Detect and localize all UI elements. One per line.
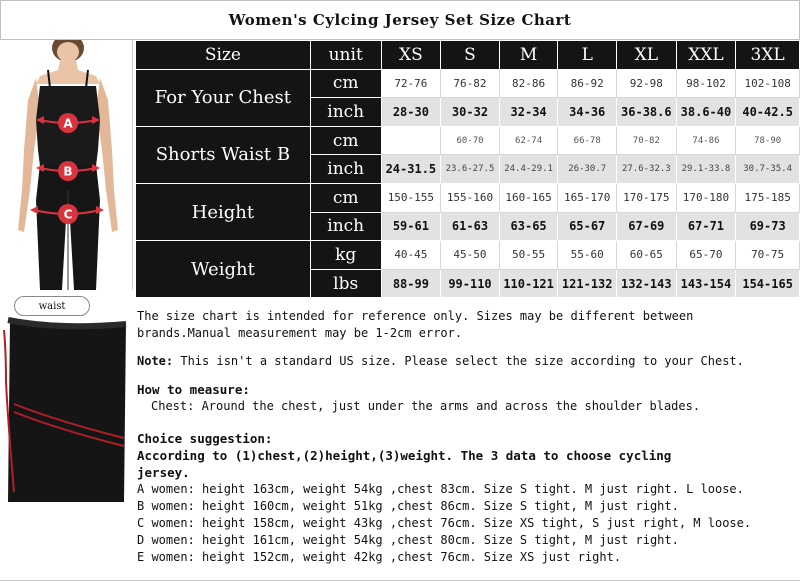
table-cell: 30-32 (441, 98, 500, 127)
weight-label: Weight (136, 241, 311, 298)
choice-suggestion-heading: Choice suggestion: (137, 431, 273, 446)
shorts-waist-label: Shorts Waist B (136, 126, 311, 183)
unit-lbs: lbs (310, 269, 381, 298)
table-cell: 110-121 (499, 269, 558, 298)
table-cell: 50-55 (499, 241, 558, 270)
marker-b: B (63, 164, 73, 179)
table-cell: 65-67 (558, 212, 617, 241)
table-cell: 34-36 (558, 98, 617, 127)
table-cell: 165-170 (558, 183, 617, 212)
table-cell: 132-143 (617, 269, 677, 298)
unit-inch: inch (310, 212, 381, 241)
table-cell: 67-71 (676, 212, 736, 241)
table-cell: 36-38.6 (617, 98, 677, 127)
table-cell: 88-99 (381, 269, 441, 298)
body-figure (0, 40, 133, 290)
table-header-row (136, 41, 800, 70)
how-to-measure-text: Chest: Around the chest, just under the arms and across the shoulder blades. (151, 399, 701, 413)
note-label: Note: (137, 354, 174, 368)
body-silhouette-image (0, 40, 133, 290)
table-cell: 160-165 (499, 183, 558, 212)
table-cell: 63-65 (499, 212, 558, 241)
table-cell: 102-108 (736, 69, 800, 98)
disclaimer-line-2: brands.Manual measurement may be 1-2cm error. (137, 326, 463, 340)
disclaimer-line-1: The size chart is intended for reference only. Sizes may be different between (137, 309, 694, 323)
table-row (136, 126, 800, 155)
unit-cm: cm (310, 69, 381, 98)
table-cell: 24-31.5 (381, 155, 441, 184)
size-col-3xl: 3XL (736, 41, 800, 70)
according-line-2: jersey. (137, 465, 190, 480)
table-cell: 69-73 (736, 212, 800, 241)
table-cell: 66-78 (558, 126, 617, 155)
table-cell: 55-60 (558, 241, 617, 270)
table-cell: 27.6-32.3 (617, 155, 677, 184)
table-cell: 86-92 (558, 69, 617, 98)
table-cell: 72-76 (381, 69, 441, 98)
note-text: This isn't a standard US size. Please select the size according to your Chest. (173, 354, 744, 368)
table-cell: 40-42.5 (736, 98, 800, 127)
table-cell: 38.6-40 (676, 98, 736, 127)
example-c: C women: height 158cm, weight 43kg ,chest 76cm. Size XS tight, S just right, M loose. (137, 516, 752, 530)
table-cell: 70-82 (617, 126, 677, 155)
size-col-m: M (499, 41, 558, 70)
table-cell: 65-70 (676, 241, 736, 270)
table-cell: 62-74 (499, 126, 558, 155)
table-cell: 60-70 (441, 126, 500, 155)
bottom-divider (0, 580, 800, 581)
table-cell: 30.7-35.4 (736, 155, 800, 184)
size-col-s: S (441, 41, 500, 70)
table-cell: 76-82 (441, 69, 500, 98)
table-cell: 70-75 (736, 241, 800, 270)
size-col-xs: XS (381, 41, 441, 70)
example-b: B women: height 160cm, weight 51kg ,chest 86cm. Size S tight, M just right. (137, 499, 679, 513)
chest-label: For Your Chest (136, 69, 311, 126)
shorts-image (0, 292, 133, 502)
table-cell: 26-30.7 (558, 155, 617, 184)
size-header: Size (136, 41, 311, 70)
table-cell: 60-65 (617, 241, 677, 270)
note-line (137, 353, 797, 370)
unit-kg: kg (310, 241, 381, 270)
table-cell: 98-102 (676, 69, 736, 98)
table-cell: 23.6-27.5 (441, 155, 500, 184)
table-cell: 143-154 (676, 269, 736, 298)
marker-c: C (63, 207, 73, 222)
table-cell: 170-180 (676, 183, 736, 212)
table-cell: 24.4-29.1 (499, 155, 558, 184)
table-cell: 67-69 (617, 212, 677, 241)
how-to-measure-heading: How to measure: (137, 382, 250, 397)
size-col-xxl: XXL (676, 41, 736, 70)
shorts-figure (0, 292, 133, 502)
size-table (135, 40, 800, 298)
table-cell: 29.1-33.8 (676, 155, 736, 184)
table-cell: 170-175 (617, 183, 677, 212)
table-cell (381, 126, 441, 155)
chart-title: Women's Cylcing Jersey Set Size Chart (0, 0, 800, 40)
size-col-l: L (558, 41, 617, 70)
table-cell: 175-185 (736, 183, 800, 212)
table-cell: 92-98 (617, 69, 677, 98)
table-cell: 99-110 (441, 269, 500, 298)
unit-cm: cm (310, 183, 381, 212)
unit-inch: inch (310, 98, 381, 127)
table-cell: 155-160 (441, 183, 500, 212)
unit-cm: cm (310, 126, 381, 155)
notes-section (137, 308, 797, 566)
example-e: E women: height 152cm, weight 42kg ,chest 76cm. Size XS just right. (137, 550, 622, 564)
height-label: Height (136, 183, 311, 240)
table-cell: 32-34 (499, 98, 558, 127)
table-cell: 121-132 (558, 269, 617, 298)
marker-a: A (63, 116, 73, 131)
table-cell: 78-90 (736, 126, 800, 155)
table-row (136, 69, 800, 98)
table-cell: 74-86 (676, 126, 736, 155)
table-cell: 150-155 (381, 183, 441, 212)
table-row (136, 183, 800, 212)
waist-label: waist (14, 296, 90, 316)
table-cell: 28-30 (381, 98, 441, 127)
table-row (136, 241, 800, 270)
example-d: D women: height 161cm, weight 54kg ,chest 80cm. Size S tight, M just right. (137, 533, 679, 547)
table-cell: 61-63 (441, 212, 500, 241)
table-cell: 154-165 (736, 269, 800, 298)
table-cell: 40-45 (381, 241, 441, 270)
according-line-1: According to (1)chest,(2)height,(3)weight. The 3 data to choose cycling (137, 448, 672, 463)
table-cell: 82-86 (499, 69, 558, 98)
unit-header: unit (310, 41, 381, 70)
table-cell: 45-50 (441, 241, 500, 270)
size-col-xl: XL (617, 41, 677, 70)
unit-inch: inch (310, 155, 381, 184)
table-cell: 59-61 (381, 212, 441, 241)
example-a: A women: height 163cm, weight 54kg ,chest 83cm. Size S tight. M just right. L loose. (137, 482, 744, 496)
